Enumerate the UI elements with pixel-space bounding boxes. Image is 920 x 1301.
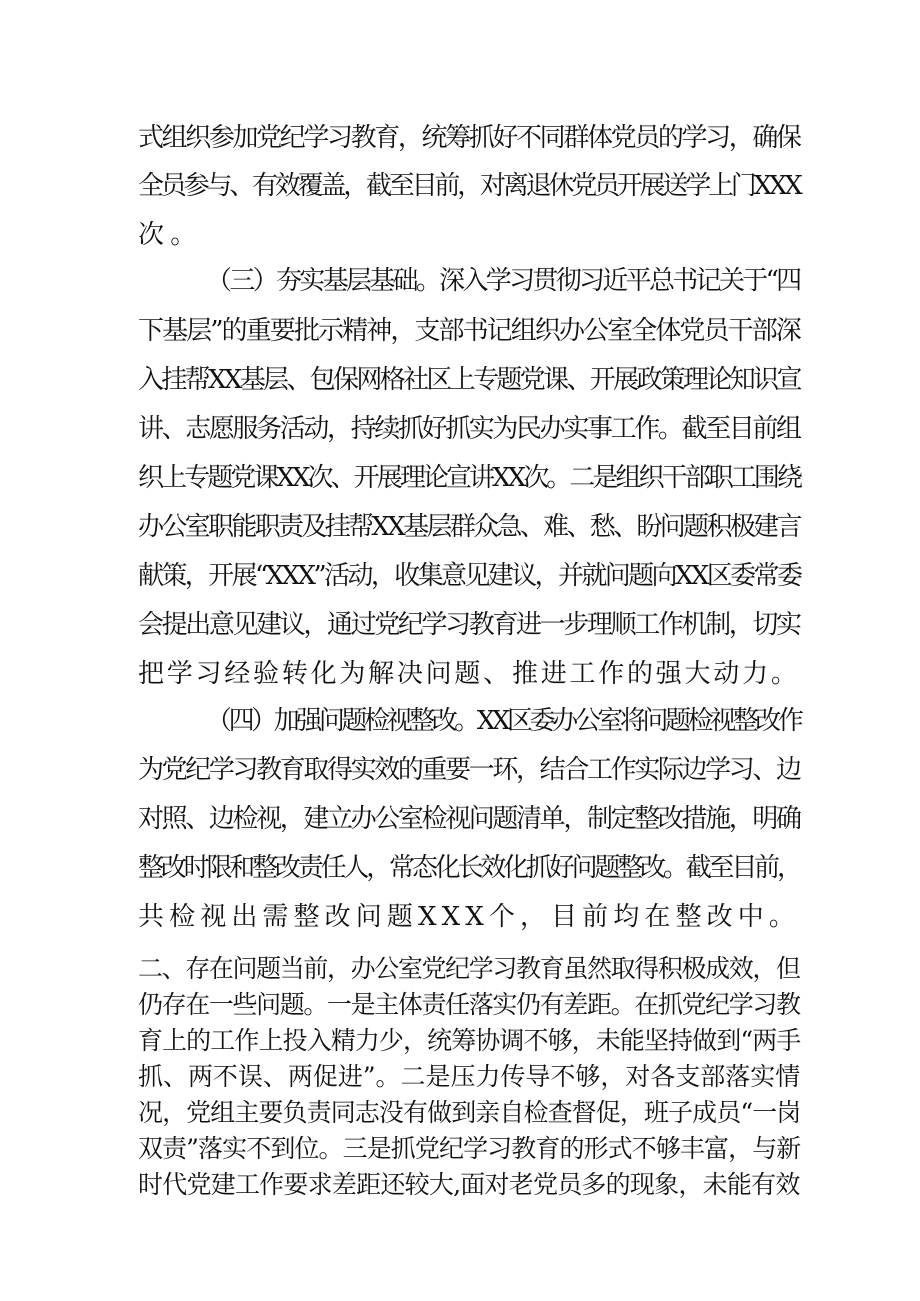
text-line-3: 次。: [138, 220, 203, 250]
text-line-15: 对照、边检视，建立办公室检视问题清单，制定整改措施，明确: [138, 804, 800, 834]
text-line-9: 办公室职能职责及挂帮XX基层群众急、难、愁、盼问题积极建言: [138, 512, 800, 542]
text-line-11: 会提出意见建议，通过党纪学习教育进一步理顺工作机制，切实: [138, 610, 800, 640]
text-line-6: 入挂帮XX基层、包保网格社区上专题党课、开展政策理论知识宣: [138, 365, 800, 395]
text-line-8: 织上专题党课XX次、开展理论宣讲XX次。二是组织干部职工围绕: [138, 463, 801, 493]
text-line-4: （三）夯实基层基础。深入学习贯彻习近平总书记关于“四: [206, 266, 800, 296]
text-line-21: 抓、两不误、两促进”。二是压力传导不够，对各支部落实情: [138, 1062, 801, 1091]
text-line-10: 献策，开展“XXX”活动，收集意见建议，并就问题向XX区委常委: [138, 561, 801, 591]
text-line-24: 时代党建工作要求差距还较大,面对老党员多的现象，未能有效: [138, 1170, 800, 1199]
text-line-22: 况，党组主要负责同志没有做到亲自检查督促，班子成员“一岗: [138, 1098, 801, 1127]
text-line-16: 整改时限和整改责任人，常态化长效化抓好问题整改。截至目前，: [138, 853, 800, 883]
text-line-17: 共检视出需整改问题XXX个，目前均在整改中。: [138, 902, 800, 932]
text-line-12: 把学习经验转化为解决问题、推进工作的强大动力。: [138, 659, 800, 689]
text-line-1: 式组织参加党纪学习教育，统筹抓好不同群体党员的学习，确保: [138, 123, 800, 153]
text-line-7: 讲、志愿服务活动，持续抓好抓实为民办实事工作。截至目前组: [138, 414, 800, 444]
text-line-13: （四）加强问题检视整改。XX区委办公室将问题检视整改作: [206, 706, 801, 736]
text-line-23: 双责”落实不到位。三是抓党纪学习教育的形式不够丰富，与新: [138, 1134, 801, 1163]
text-line-18: 二、存在问题当前，办公室党纪学习教育虽然取得积极成效，但: [138, 954, 800, 983]
text-line-19: 仍存在一些问题。一是主体责任落实仍有差距。在抓党纪学习教: [138, 990, 800, 1019]
text-line-5: 下基层”的重要批示精神，支部书记组织办公室全体党员干部深: [138, 316, 800, 346]
text-line-2: 全员参与、有效覆盖，截至目前，对离退休党员开展送学上门XXX: [138, 171, 800, 201]
text-line-20: 育上的工作上投入精力少，统筹协调不够，未能坚持做到“两手: [138, 1026, 801, 1055]
text-line-14: 为党纪学习教育取得实效的重要一环，结合工作实际边学习、边: [138, 755, 800, 785]
